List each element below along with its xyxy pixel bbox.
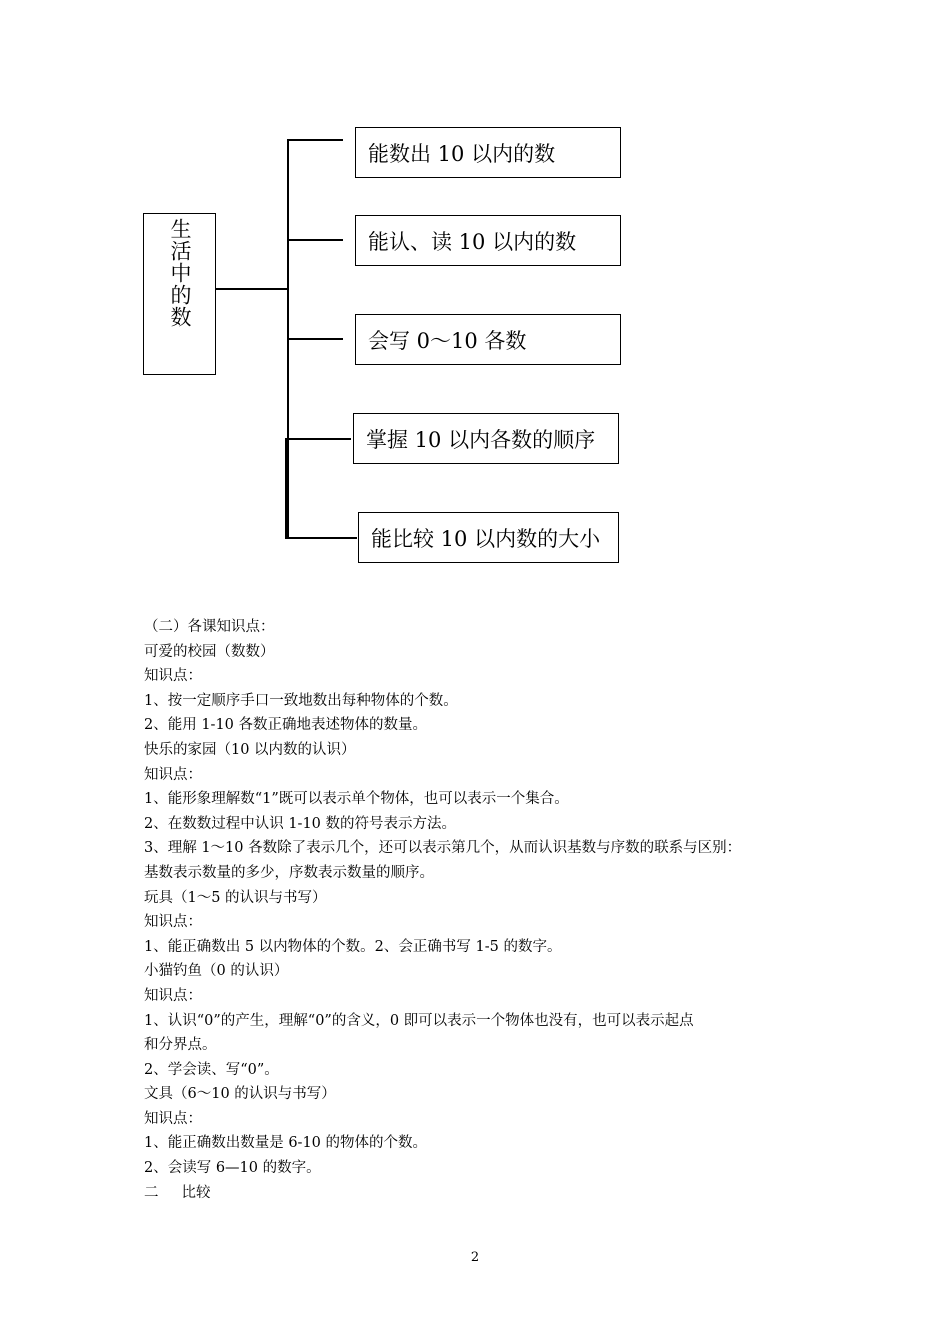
diagram-branch-label-1: 能数出 10 以内的数 (368, 141, 556, 166)
knowledge-label: 知识点： (144, 766, 202, 783)
diagram-branch-box-2 (355, 215, 621, 266)
lesson-title: 文具（6～10 的认识与书写） (144, 1086, 336, 1103)
connector-root (216, 288, 288, 290)
text-line: 和分界点。 (144, 1037, 217, 1054)
lesson-title: 可爱的校园（数数） (144, 643, 275, 660)
section-heading: （二）各课知识点： (144, 619, 275, 635)
knowledge-label: 知识点： (144, 914, 202, 931)
text-line: 1、能正确数出 5 以内物体的个数。2、会正确书写 1-5 的数字。 (144, 938, 562, 955)
connector-branch-2 (287, 239, 343, 241)
concept-diagram (0, 0, 950, 600)
text-line: 基数表示数量的多少，序数表示数量的顺序。 (144, 864, 434, 881)
text-line: 2、在数数过程中认识 1-10 数的符号表示方法。 (144, 815, 457, 832)
lesson-title: 快乐的家园（10 以内数的认识） (144, 741, 356, 758)
diagram-branch-label-5: 能比较 10 以内数的大小 (371, 526, 601, 551)
section-heading: 二 比较 (144, 1184, 211, 1201)
diagram-branch-label-4: 掌握 10 以内各数的顺序 (366, 427, 596, 452)
connector-branch-4 (285, 438, 351, 440)
page-number: 2 (470, 1250, 480, 1265)
text-line: 2、能用 1-10 各数正确地表述物体的数量。 (144, 717, 428, 734)
diagram-root-label: 生活中的数 (168, 218, 192, 328)
text-line: 1、认识“0”的产生，理解“0”的含义，0 即可以表示一个物体也没有，也可以表示起点 (144, 1012, 694, 1029)
text-line: 1、能正确数出数量是 6-10 的物体的个数。 (144, 1135, 428, 1152)
knowledge-label: 知识点： (144, 987, 202, 1004)
connector-branch-5 (285, 537, 357, 539)
text-line: 2、会读写 6—10 的数字。 (144, 1160, 321, 1177)
knowledge-points-text (144, 615, 824, 1205)
text-line: 1、按一定顺序手口一致地数出每种物体的个数。 (144, 692, 458, 709)
diagram-branch-box-3 (355, 314, 621, 365)
diagram-branch-label-3: 会写 0～10 各数 (368, 328, 527, 353)
connector-branch-3 (287, 338, 343, 340)
text-line: 2、学会读、写“0”。 (144, 1061, 279, 1078)
diagram-branch-label-2: 能认、读 10 以内的数 (368, 229, 577, 254)
lesson-title: 玩具（1～5 的认识与书写） (144, 889, 327, 906)
diagram-root-box (143, 213, 216, 375)
knowledge-label: 知识点： (144, 668, 202, 685)
diagram-branch-box-1 (355, 127, 621, 178)
connector-branch-1 (287, 139, 343, 141)
text-line: 1、能形象理解数“1”既可以表示单个物体，也可以表示一个集合。 (144, 791, 569, 808)
diagram-branch-box-4 (353, 413, 619, 464)
lesson-title: 小猫钓鱼（0 的认识） (144, 963, 289, 980)
text-line: 3、理解 1～10 各数除了表示几个，还可以表示第几个，从而认识基数与序数的联系与区别： (144, 840, 742, 857)
diagram-branch-box-5 (358, 512, 619, 563)
connector-trunk-lower (285, 438, 287, 538)
knowledge-label: 知识点： (144, 1110, 202, 1127)
